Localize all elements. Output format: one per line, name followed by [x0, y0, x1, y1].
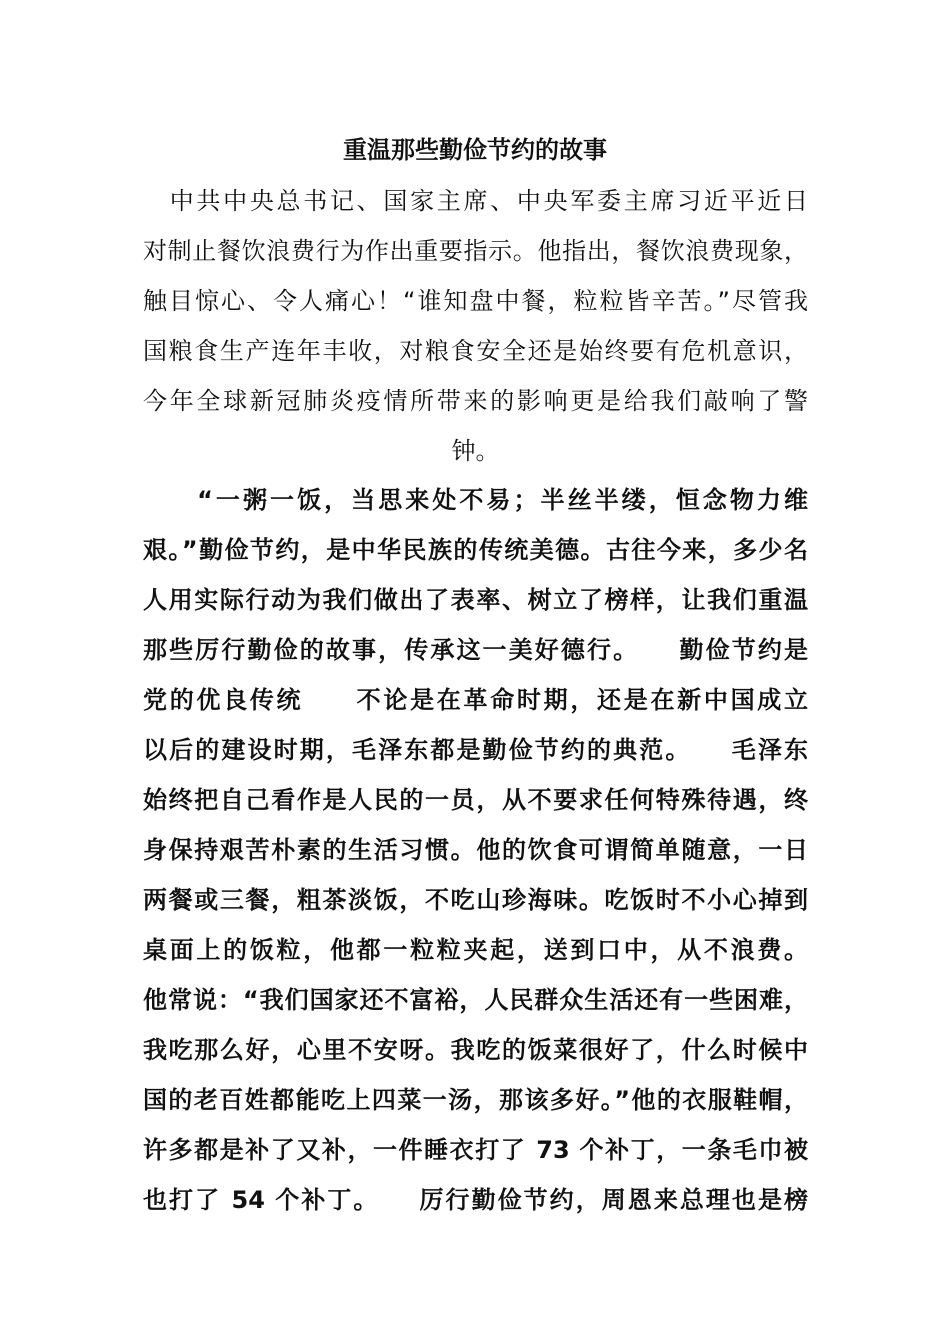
document-title: 重温那些勤俭节约的故事: [343, 136, 607, 164]
paragraph-2-line: 始终把自己看作是人民的一员，从不要求任何特殊待遇，终: [143, 786, 808, 814]
paragraph-2-line: 身保持艰苦朴素的生活习惯。他的饮食可谓简单随意，一日: [143, 836, 808, 864]
paragraph-1-line: 今年全球新冠肺炎疫情所带来的影响更是给我们敲响了警: [143, 387, 808, 415]
paragraph-2-line: 以后的建设时期，毛泽东都是勤俭节约的典范。 毛泽东: [143, 736, 808, 764]
paragraph-2-line: 两餐或三餐，粗茶淡饭，不吃山珍海味。吃饭时不小心掉到: [143, 886, 808, 914]
paragraph-2-line: “一粥一饭，当思来处不易；半丝半缕，恒念物力维: [143, 486, 808, 514]
paragraph-1-line: 触目惊心、令人痛心！“谁知盘中餐，粒粒皆辛苦。”尽管我: [143, 287, 808, 315]
paragraph-2-line: 他常说：“我们国家还不富裕，人民群众生活还有一些困难，: [143, 986, 808, 1014]
paragraph-2-line: 党的优良传统 不论是在革命时期，还是在新中国成立: [143, 686, 808, 714]
paragraph-2-line: 桌面上的饭粒，他都一粒粒夹起，送到口中，从不浪费。: [143, 936, 808, 964]
paragraph-2-line: 人用实际行动为我们做出了表率、树立了榜样，让我们重温: [143, 586, 808, 614]
paragraph-1-line: 对制止餐饮浪费行为作出重要指示。他指出，餐饮浪费现象，: [143, 237, 808, 265]
paragraph-2-line: 也打了 54 个补丁。 厉行勤俭节约，周恩来总理也是榜: [143, 1186, 808, 1214]
paragraph-2-line: 那些厉行勤俭的故事，传承这一美好德行。 勤俭节约是: [143, 636, 808, 664]
paragraph-2-line: 艰。”勤俭节约，是中华民族的传统美德。古往今来，多少名: [143, 536, 808, 564]
paragraph-1-line: 国粮食生产连年丰收，对粮食安全还是始终要有危机意识，: [143, 337, 808, 365]
paragraph-1-line: 钟。: [451, 437, 500, 465]
paragraph-1-line: 中共中央总书记、国家主席、中央军委主席习近平近日: [143, 187, 808, 215]
paragraph-2-line: 国的老百姓都能吃上四菜一汤，那该多好。”他的衣服鞋帽，: [143, 1086, 808, 1114]
paragraph-2-line: 我吃那么好，心里不安呀。我吃的饭菜很好了，什么时候中: [143, 1036, 808, 1064]
paragraph-2-line: 许多都是补了又补，一件睡衣打了 73 个补丁，一条毛巾被: [143, 1136, 808, 1164]
